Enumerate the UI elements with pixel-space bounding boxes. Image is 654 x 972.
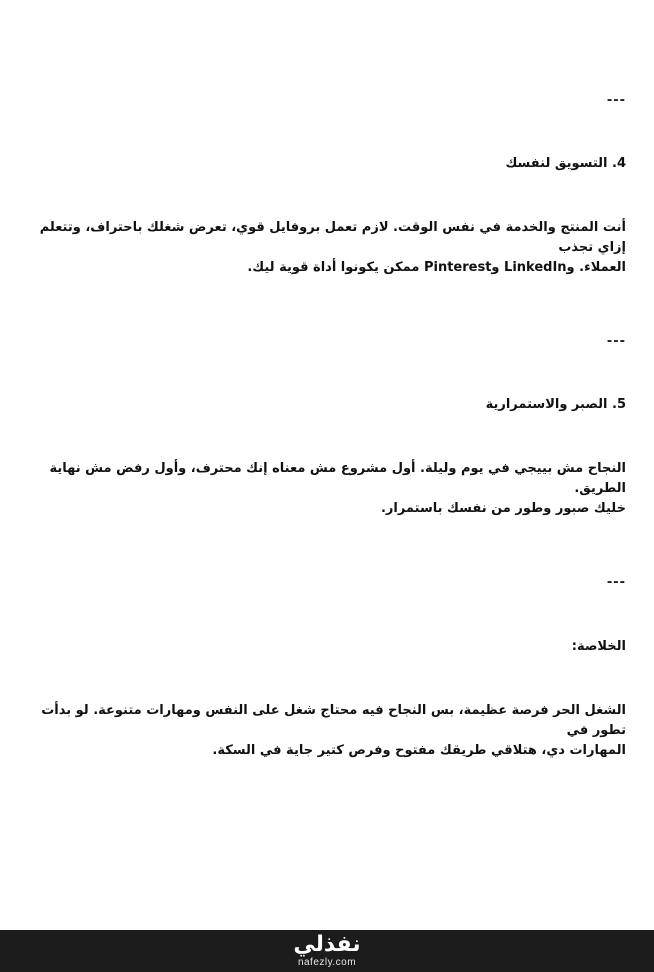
section-heading-patience: 5. الصبر والاستمرارية	[485, 397, 626, 412]
section-heading-marketing: 4. التسويق لنفسك	[505, 156, 626, 171]
section-paragraph-patience	[26, 459, 626, 519]
brand-logo-text: نفذلي	[293, 932, 361, 957]
section-heading-conclusion: الخلاصة:	[571, 639, 626, 654]
separator: ---	[606, 575, 626, 590]
paragraph-line: الشغل الحر فرصة عظيمة، بس النجاح فيه محتاج شغل على النفس ومهارات متنوعة. لو بدأت تطور في	[41, 703, 626, 738]
watermark-footer	[0, 930, 654, 972]
paragraph-line: العملاء. وLinkedIn وPinterest ممكن يكونوا أداة قوية ليك.	[247, 260, 626, 275]
paragraph-line: النجاح مش بييجي في يوم وليلة. أول مشروع مش معناه إنك محترف، وأول رفض مش نهاية الطريق.	[49, 461, 626, 496]
paragraph-line: المهارات دي، هتلاقي طريقك مفتوح وفرص كتير جاية في السكة.	[212, 743, 626, 758]
section-paragraph-marketing	[26, 218, 626, 278]
separator: ---	[606, 334, 626, 349]
separator: ---	[606, 93, 626, 108]
brand-url: nafezly.com	[297, 957, 357, 968]
section-paragraph-conclusion	[26, 701, 626, 761]
paragraph-line: أنت المنتج والخدمة في نفس الوقت. لازم تعمل بروفايل قوي، تعرض شغلك باحتراف، وتتعلم إزاي تجذب	[39, 220, 626, 255]
paragraph-line: خليك صبور وطور من نفسك باستمرار.	[380, 501, 626, 516]
